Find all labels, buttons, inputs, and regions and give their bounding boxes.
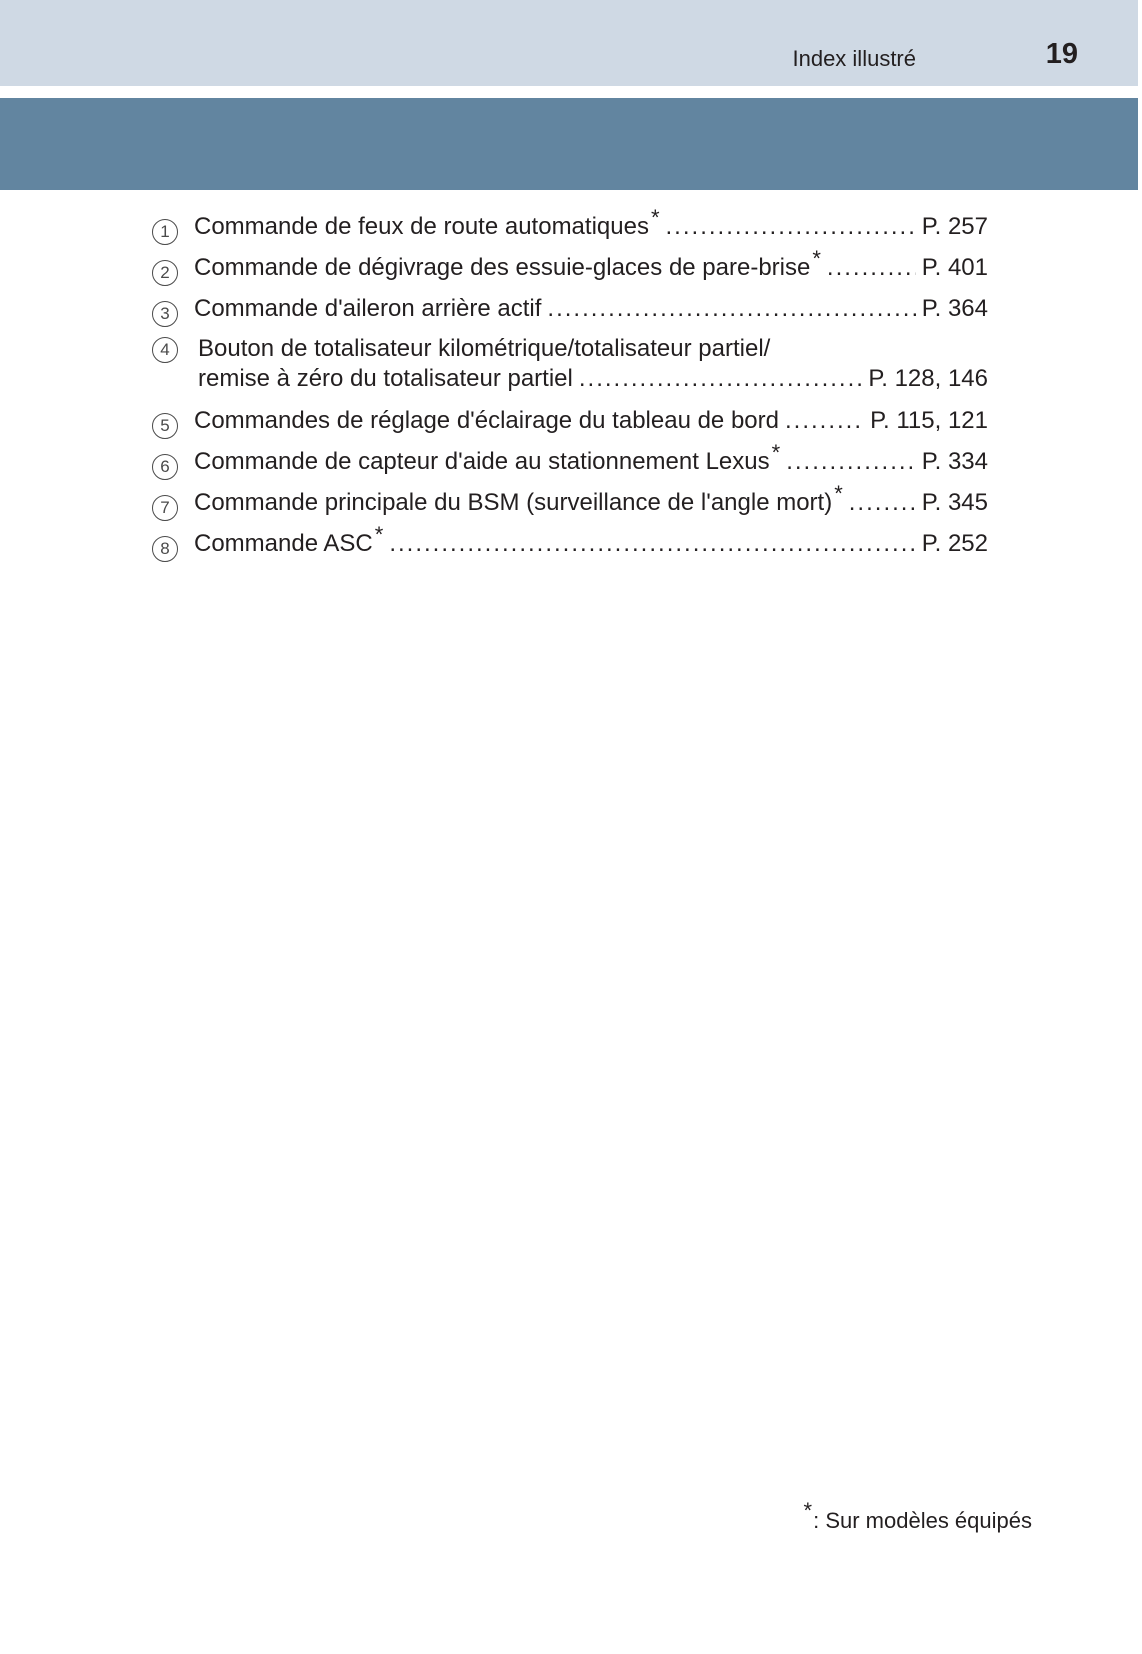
page-reference-link[interactable]: P. 257 [921, 213, 988, 240]
index-entry-8[interactable] [152, 523, 988, 564]
entry-label: Commande de capteur d'aide au stationnement Lexus* [194, 440, 781, 475]
index-entry-2[interactable] [152, 247, 988, 288]
header-band [0, 0, 1142, 86]
page-reference-link[interactable]: P. 128, 146 [868, 365, 988, 392]
index-entry-5[interactable] [152, 400, 988, 441]
section-title: Index illustré [792, 46, 916, 71]
dot-leader [666, 206, 916, 247]
dot-leader [849, 482, 916, 523]
dot-leader [786, 441, 916, 482]
illustrated-index-list [152, 206, 988, 564]
entry-label: Commandes de réglage d'éclairage du tableau de bord [194, 407, 779, 434]
page-reference-link[interactable]: P. 401 [921, 254, 988, 281]
dot-leader [827, 247, 916, 288]
page-reference-link[interactable]: P. 115, 121 [870, 407, 988, 434]
equipped-asterisk: * [812, 246, 821, 271]
footnote [740, 1498, 1032, 1534]
entry-number-badge: 6 [152, 454, 178, 480]
index-entry-4[interactable] [152, 329, 988, 400]
equipped-asterisk: * [834, 481, 843, 506]
entry-number-badge: 3 [152, 301, 178, 327]
entry-label-line-2-row [152, 364, 988, 394]
index-entry-3[interactable] [152, 288, 988, 329]
page-number: 19 [1045, 38, 1078, 70]
dot-leader [547, 288, 915, 329]
index-entry-6[interactable] [152, 441, 988, 482]
entry-number-badge: 7 [152, 495, 178, 521]
entry-label: Commande ASC* [194, 522, 384, 557]
equipped-asterisk: * [771, 440, 781, 465]
equipped-asterisk: * [650, 205, 660, 230]
dot-leader [579, 364, 862, 394]
entry-label: Commande d'aileron arrière actif [194, 295, 542, 322]
entry-number-badge: 4 [152, 337, 178, 363]
page-reference-link[interactable]: P. 345 [921, 489, 988, 516]
entry-label: Commande de dégivrage des essuie-glaces de pare-brise* [194, 246, 821, 281]
entry-label-line-2: remise à zéro du totalisateur partiel [198, 365, 573, 392]
dot-leader [785, 400, 864, 441]
equipped-asterisk: * [374, 522, 384, 547]
entry-label-line-1: Bouton de totalisateur kilométrique/totalisateur partiel/ [198, 335, 771, 362]
page-reference-link[interactable]: P. 252 [921, 530, 988, 557]
entry-number-badge: 1 [152, 219, 178, 245]
index-entry-7[interactable] [152, 482, 988, 523]
page-reference-link[interactable]: P. 364 [921, 295, 988, 322]
section-color-band [0, 98, 1142, 190]
page-reference-link[interactable]: P. 334 [921, 448, 988, 475]
page-edge-divider [1138, 0, 1142, 190]
entry-label: Commande principale du BSM (surveillance de l'angle mort)* [194, 481, 843, 516]
entry-label: Commande de feux de route automatiques* [194, 205, 660, 240]
index-entry-1[interactable] [152, 206, 988, 247]
entry-number-badge: 8 [152, 536, 178, 562]
footnote-text: : Sur modèles équipés [813, 1508, 1032, 1533]
entry-number-badge: 5 [152, 413, 178, 439]
dot-leader [389, 523, 915, 564]
footnote-asterisk: * [803, 1498, 813, 1523]
entry-number-badge: 2 [152, 260, 178, 286]
